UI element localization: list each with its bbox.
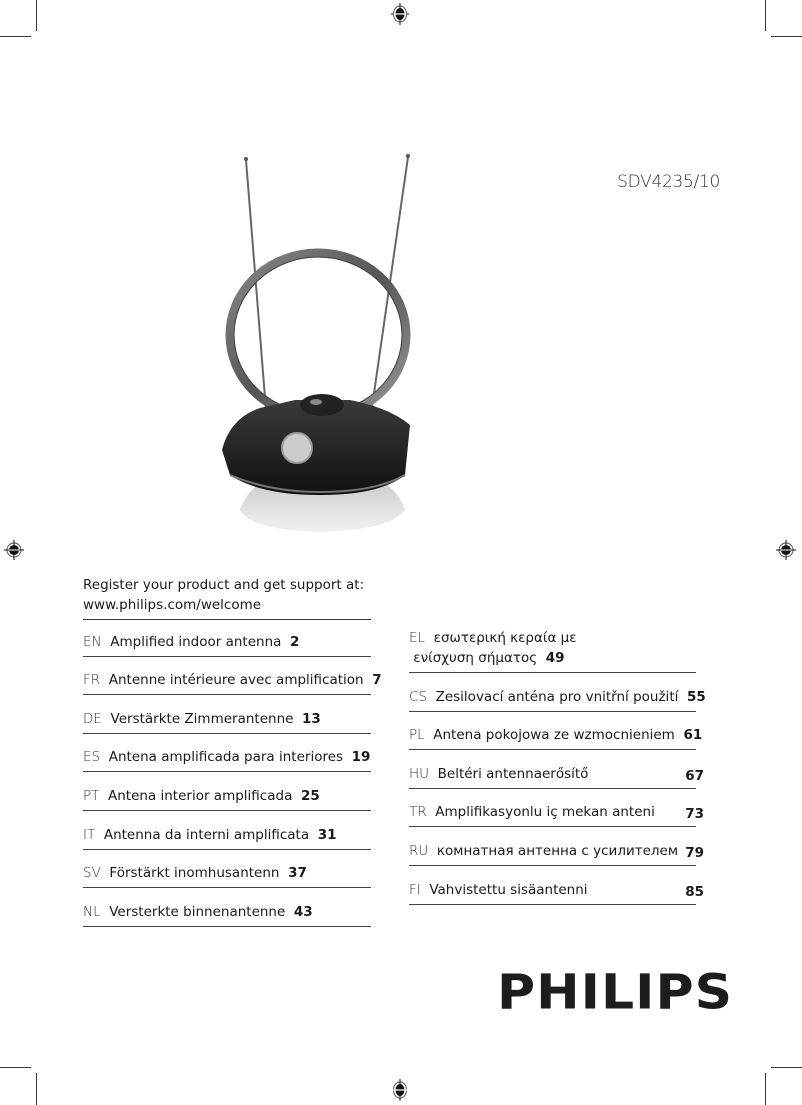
section-title: εσωτερική κεραία με [433,630,577,646]
toc-entry-text [83,786,320,806]
language-code: EL [409,630,426,646]
toc-entry[interactable] [83,888,371,927]
language-code: SV [83,865,101,882]
toc-left [83,618,382,927]
toc-entry-text [409,687,706,707]
toc-entry[interactable] [83,695,371,734]
toc-entry-text [83,747,370,767]
toc-entry-text [83,670,382,690]
language-code: CS [409,688,427,705]
page-number: 7 [372,672,382,689]
section-title: Antenne intérieure avec amplification [108,672,364,689]
page-number: 55 [686,688,706,705]
toc-entry[interactable] [83,657,382,696]
section-title: Versterkte binnenantenne [109,903,286,920]
page-number: 61 [683,727,703,744]
toc-entry[interactable] [83,811,371,850]
section-title: Förstärkt inomhusantenn [109,865,280,882]
toc-entry-text [83,825,337,845]
toc-entry[interactable] [409,673,706,712]
section-title: Verstärkte Zimmerantenne [110,710,294,727]
page-number: 31 [317,826,337,843]
toc-entry[interactable] [83,734,371,773]
toc-entry-text [409,880,588,900]
toc-entry-text [409,802,655,822]
section-title: Antena amplificada para interiores [108,749,344,766]
crop-mark [0,1067,31,1068]
language-code: DE [83,710,102,727]
page-number: 85 [685,883,704,900]
language-code: NL [83,903,101,920]
section-title: Vahvistettu sisäantenni [429,881,588,898]
toc-entry-text [83,863,307,883]
model-number: SDV4235/10 [617,172,720,192]
page-number: 49 [545,650,565,666]
registration-text: Register your product and get support at: [83,577,365,593]
page-number: 67 [685,767,704,784]
registration-mark-icon [389,3,411,25]
page-number: 37 [288,865,307,882]
language-code: FI [409,881,421,898]
language-code: FR [83,672,101,689]
toc-entry-text [83,632,299,652]
toc-entry-text [83,709,321,729]
page-number: 43 [293,903,313,920]
page-number: 73 [685,806,704,823]
language-code: IT [83,826,96,843]
toc-entry[interactable] [83,772,371,811]
section-title: Antenna da interni amplificata [103,826,310,843]
toc-entry[interactable] [83,618,371,657]
section-title-cont: ενίσχυση σήματος [413,650,538,666]
toc-entry[interactable] [409,827,704,866]
section-title: Amplifikasyonlu iç mekan anteni [435,804,655,821]
crop-mark [765,1073,766,1105]
toc-entry[interactable] [409,789,704,828]
language-code: TR [409,804,427,821]
page-number: 79 [685,844,704,861]
crop-mark [771,36,802,37]
language-code: EN [83,633,102,650]
toc-entry[interactable] [409,750,704,789]
registration-mark-icon [3,539,25,561]
section-title: Amplified indoor antenna [110,633,282,650]
crop-mark [36,0,37,31]
toc-entry[interactable] [409,866,704,905]
registration-url[interactable]: www.philips.com/welcome [83,597,262,613]
crop-mark [36,1073,37,1105]
product-image-antenna [190,150,440,540]
language-code: PT [83,787,100,804]
toc-entry-text [409,764,588,784]
page-number: 25 [300,787,320,804]
crop-mark [0,36,31,37]
toc-entry[interactable] [409,630,696,673]
page-number: 13 [302,710,321,727]
crop-mark [771,1067,802,1068]
philips-logo: PHILIPS [497,965,734,1021]
page-number: 19 [351,749,371,766]
toc-entry[interactable] [409,712,703,751]
page-number: 2 [290,633,300,650]
section-title: Beltéri antennaerősítő [437,765,589,782]
registration-info [83,575,371,620]
toc-right [409,630,706,905]
section-title: Antena interior amplificada [107,787,293,804]
toc-entry-text [83,902,313,922]
registration-mark-icon [775,539,797,561]
crop-mark [765,0,766,31]
toc-entry-text [409,841,678,861]
toc-entry[interactable] [83,850,371,889]
section-title: комнатная антенна с усилителем [436,842,679,859]
language-code: ES [83,749,101,766]
language-code: HU [409,765,430,782]
toc-entry-text [409,725,702,745]
language-code: PL [409,727,425,744]
toc-entry-text [409,628,577,668]
language-code: RU [409,842,429,859]
section-title: Antena pokojowa ze wzmocnieniem [433,727,675,744]
registration-mark-icon [389,1079,411,1101]
section-title: Zesilovací anténa pro vnitřní použití [435,688,679,705]
